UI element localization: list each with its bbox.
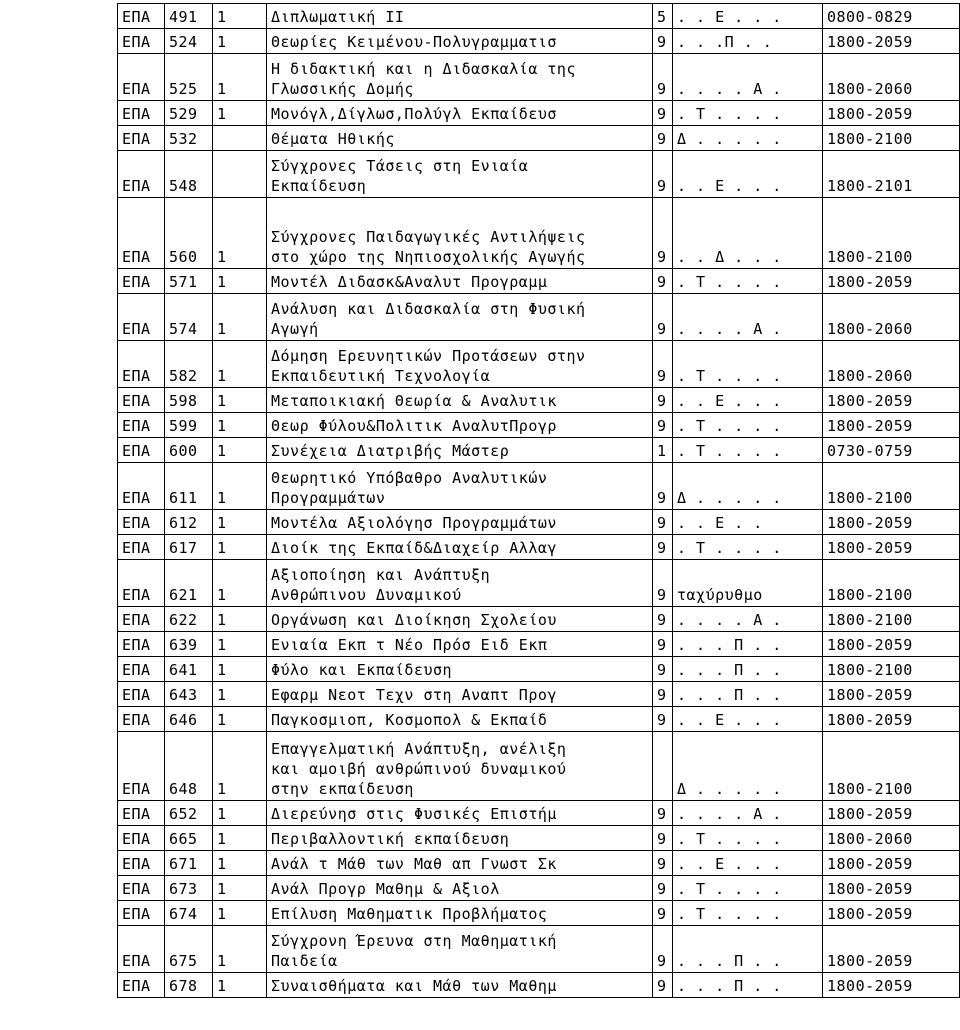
- department-cell: ΕΠΑ: [118, 657, 165, 682]
- course-title-cell: Μεταποικιακή Θεωρία & Αναλυτικ: [267, 388, 653, 413]
- credits-cell: 9: [653, 294, 673, 341]
- time-cell: 1800-2059: [823, 901, 960, 926]
- credits-cell: 9: [653, 535, 673, 560]
- days-cell: Δ . . . . .: [673, 732, 823, 801]
- department-cell: ΕΠΑ: [118, 269, 165, 294]
- days-cell: Δ . . . . .: [673, 126, 823, 151]
- credits-cell: 1: [653, 438, 673, 463]
- credits-cell: 9: [653, 151, 673, 198]
- credits-cell: 9: [653, 54, 673, 101]
- credits-cell: 9: [653, 413, 673, 438]
- days-cell: . Τ . . . .: [673, 269, 823, 294]
- days-cell: . . . . Α .: [673, 54, 823, 101]
- days-cell: Δ . . . . .: [673, 463, 823, 510]
- credits-cell: 9: [653, 560, 673, 607]
- credits-cell: 9: [653, 269, 673, 294]
- department-cell: ΕΠΑ: [118, 198, 165, 269]
- course-title-cell: Δόμηση Ερευνητικών Προτάσεων στην Εκπαιδευτική Τεχνολογία: [267, 341, 653, 388]
- course-title-cell: Θέματα Ηθικής: [267, 126, 653, 151]
- table-row: [118, 388, 960, 413]
- table-row: [118, 198, 960, 269]
- section-cell: 1: [213, 682, 267, 707]
- department-cell: ΕΠΑ: [118, 341, 165, 388]
- time-cell: 1800-2059: [823, 876, 960, 901]
- course-title-cell: Φύλο και Εκπαίδευση: [267, 657, 653, 682]
- table-row: [118, 463, 960, 510]
- time-cell: 1800-2060: [823, 341, 960, 388]
- days-cell: . . . Π . .: [673, 657, 823, 682]
- course-title-cell: Συναισθήματα και Μάθ των Μαθημ: [267, 973, 653, 998]
- days-cell: . . Δ . . .: [673, 198, 823, 269]
- course-title-cell: Μονόγλ,Δίγλωσ,Πολύγλ Εκπαίδευσ: [267, 101, 653, 126]
- course-number-cell: 532: [165, 126, 213, 151]
- course-title-cell: Οργάνωση και Διοίκηση Σχολείου: [267, 607, 653, 632]
- days-cell: . Τ . . . .: [673, 101, 823, 126]
- time-cell: 1800-2059: [823, 926, 960, 973]
- time-cell: 1800-2100: [823, 126, 960, 151]
- department-cell: ΕΠΑ: [118, 413, 165, 438]
- department-cell: ΕΠΑ: [118, 438, 165, 463]
- course-title-cell: Θεωρητικό Υπόβαθρο Αναλυτικών Προγραμμάτων: [267, 463, 653, 510]
- time-cell: 1800-2059: [823, 973, 960, 998]
- section-cell: 1: [213, 54, 267, 101]
- section-cell: 1: [213, 413, 267, 438]
- section-cell: 1: [213, 607, 267, 632]
- section-cell: 1: [213, 657, 267, 682]
- course-title-cell: Διοίκ της Εκπαίδ&Διαχείρ Αλλαγ: [267, 535, 653, 560]
- section-cell: 1: [213, 876, 267, 901]
- section-cell: 1: [213, 632, 267, 657]
- course-title-cell: Ανάλ Προγρ Μαθημ & Αξιολ: [267, 876, 653, 901]
- days-cell: . . .Π . .: [673, 29, 823, 54]
- course-number-cell: 621: [165, 560, 213, 607]
- table-row: [118, 29, 960, 54]
- days-cell: . . . Π . .: [673, 973, 823, 998]
- days-cell: . . . . Α .: [673, 607, 823, 632]
- course-title-cell: Συνέχεια Διατριβής Μάστερ: [267, 438, 653, 463]
- course-number-cell: 611: [165, 463, 213, 510]
- course-title-cell: Επαγγελματική Ανάπτυξη, ανέλιξη και αμοιβή ανθρώπινού δυναμικού στην εκπαίδευση: [267, 732, 653, 801]
- table-row: [118, 54, 960, 101]
- section-cell: 1: [213, 535, 267, 560]
- days-cell: . Τ . . . .: [673, 901, 823, 926]
- time-cell: 0730-0759: [823, 438, 960, 463]
- table-row: [118, 707, 960, 732]
- table-row: [118, 732, 960, 801]
- course-title-cell: Σύγχρονες Παιδαγωγικές Αντιλήψεις στο χώρο της Νηπιοσχολικής Αγωγής: [267, 198, 653, 269]
- days-cell: . . . . Α .: [673, 294, 823, 341]
- section-cell: 1: [213, 707, 267, 732]
- days-cell: . . Ε . . .: [673, 4, 823, 29]
- course-number-cell: 524: [165, 29, 213, 54]
- credits-cell: 9: [653, 198, 673, 269]
- table-row: [118, 269, 960, 294]
- department-cell: ΕΠΑ: [118, 101, 165, 126]
- credits-cell: 9: [653, 29, 673, 54]
- days-cell: . . . Π . .: [673, 632, 823, 657]
- days-cell: . . Ε . . .: [673, 707, 823, 732]
- time-cell: 1800-2059: [823, 29, 960, 54]
- section-cell: 1: [213, 901, 267, 926]
- department-cell: ΕΠΑ: [118, 851, 165, 876]
- department-cell: ΕΠΑ: [118, 607, 165, 632]
- credits-cell: [653, 732, 673, 801]
- table-row: [118, 801, 960, 826]
- table-row: [118, 632, 960, 657]
- course-title-cell: Μοντέλ Διδασκ&Αναλυτ Προγραμμ: [267, 269, 653, 294]
- course-number-cell: 574: [165, 294, 213, 341]
- time-cell: 0800-0829: [823, 4, 960, 29]
- credits-cell: 9: [653, 973, 673, 998]
- days-cell: . . . . Α .: [673, 801, 823, 826]
- course-number-cell: 529: [165, 101, 213, 126]
- credits-cell: 9: [653, 657, 673, 682]
- course-number-cell: 560: [165, 198, 213, 269]
- table-row: [118, 901, 960, 926]
- department-cell: ΕΠΑ: [118, 973, 165, 998]
- department-cell: ΕΠΑ: [118, 801, 165, 826]
- course-number-cell: 622: [165, 607, 213, 632]
- days-cell: . Τ . . . .: [673, 535, 823, 560]
- days-cell: . . Ε . . .: [673, 851, 823, 876]
- course-number-cell: 600: [165, 438, 213, 463]
- credits-cell: 9: [653, 126, 673, 151]
- department-cell: ΕΠΑ: [118, 535, 165, 560]
- credits-cell: 9: [653, 826, 673, 851]
- table-row: [118, 560, 960, 607]
- section-cell: 1: [213, 510, 267, 535]
- course-title-cell: Περιβαλλοντική εκπαίδευση: [267, 826, 653, 851]
- section-cell: 1: [213, 732, 267, 801]
- table-row: [118, 510, 960, 535]
- course-number-cell: 525: [165, 54, 213, 101]
- days-cell: . . Ε . .: [673, 510, 823, 535]
- course-number-cell: 646: [165, 707, 213, 732]
- course-number-cell: 674: [165, 901, 213, 926]
- department-cell: ΕΠΑ: [118, 126, 165, 151]
- time-cell: 1800-2059: [823, 269, 960, 294]
- credits-cell: 9: [653, 607, 673, 632]
- department-cell: ΕΠΑ: [118, 54, 165, 101]
- time-cell: 1800-2100: [823, 607, 960, 632]
- section-cell: 1: [213, 198, 267, 269]
- course-schedule-table: [117, 3, 960, 998]
- course-number-cell: 652: [165, 801, 213, 826]
- time-cell: 1800-2059: [823, 707, 960, 732]
- time-cell: 1800-2059: [823, 535, 960, 560]
- course-number-cell: 582: [165, 341, 213, 388]
- table-row: [118, 4, 960, 29]
- credits-cell: 9: [653, 463, 673, 510]
- time-cell: 1800-2059: [823, 101, 960, 126]
- days-cell: . Τ . . . .: [673, 876, 823, 901]
- department-cell: ΕΠΑ: [118, 294, 165, 341]
- course-number-cell: 598: [165, 388, 213, 413]
- course-title-cell: Σύγχρονη Έρευνα στη Μαθηματική Παιδεία: [267, 926, 653, 973]
- time-cell: 1800-2059: [823, 510, 960, 535]
- department-cell: ΕΠΑ: [118, 29, 165, 54]
- course-number-cell: 643: [165, 682, 213, 707]
- days-cell: . Τ . . . .: [673, 413, 823, 438]
- course-title-cell: Διερεύνησ στις Φυσικές Επιστήμ: [267, 801, 653, 826]
- credits-cell: 9: [653, 876, 673, 901]
- section-cell: 1: [213, 4, 267, 29]
- table-body: [118, 4, 960, 998]
- table-row: [118, 876, 960, 901]
- table-row: [118, 851, 960, 876]
- section-cell: 1: [213, 851, 267, 876]
- course-number-cell: 665: [165, 826, 213, 851]
- department-cell: ΕΠΑ: [118, 632, 165, 657]
- section-cell: 1: [213, 341, 267, 388]
- time-cell: 1800-2059: [823, 632, 960, 657]
- course-title-cell: Ανάλ τ Μάθ των Μαθ απ Γνωστ Σκ: [267, 851, 653, 876]
- credits-cell: 9: [653, 632, 673, 657]
- section-cell: 1: [213, 560, 267, 607]
- time-cell: 1800-2060: [823, 826, 960, 851]
- section-cell: 1: [213, 438, 267, 463]
- table-row: [118, 926, 960, 973]
- credits-cell: 9: [653, 101, 673, 126]
- table-row: [118, 126, 960, 151]
- department-cell: ΕΠΑ: [118, 876, 165, 901]
- credits-cell: 9: [653, 851, 673, 876]
- table-row: [118, 657, 960, 682]
- department-cell: ΕΠΑ: [118, 732, 165, 801]
- table-row: [118, 294, 960, 341]
- days-cell: . Τ . . . .: [673, 438, 823, 463]
- days-cell: . . . Π . .: [673, 682, 823, 707]
- department-cell: ΕΠΑ: [118, 4, 165, 29]
- course-title-cell: Εφαρμ Νεοτ Τεχν στη Αναπτ Προγ: [267, 682, 653, 707]
- days-cell: . Τ . . . .: [673, 826, 823, 851]
- time-cell: 1800-2059: [823, 801, 960, 826]
- course-title-cell: Σύγχρονες Τάσεις στη Ενιαία Εκπαίδευση: [267, 151, 653, 198]
- course-title-cell: Επίλυση Μαθηματικ Προβλήματος: [267, 901, 653, 926]
- section-cell: 1: [213, 463, 267, 510]
- time-cell: 1800-2100: [823, 560, 960, 607]
- credits-cell: 9: [653, 510, 673, 535]
- course-title-cell: Θεωρ Φύλου&Πολιτικ ΑναλυτΠρογρ: [267, 413, 653, 438]
- credits-cell: 9: [653, 682, 673, 707]
- section-cell: 1: [213, 101, 267, 126]
- section-cell: 1: [213, 294, 267, 341]
- credits-cell: 9: [653, 707, 673, 732]
- department-cell: ΕΠΑ: [118, 682, 165, 707]
- time-cell: 1800-2060: [823, 294, 960, 341]
- credits-cell: 9: [653, 388, 673, 413]
- department-cell: ΕΠΑ: [118, 388, 165, 413]
- course-title-cell: Η διδακτική και η Διδασκαλία της Γλωσσικής Δομής: [267, 54, 653, 101]
- time-cell: 1800-2059: [823, 413, 960, 438]
- time-cell: 1800-2100: [823, 198, 960, 269]
- course-title-cell: Παγκοσμιοπ, Κοσμοπολ & Εκπαίδ: [267, 707, 653, 732]
- table-row: [118, 341, 960, 388]
- time-cell: 1800-2100: [823, 732, 960, 801]
- credits-cell: 9: [653, 926, 673, 973]
- course-number-cell: 678: [165, 973, 213, 998]
- department-cell: ΕΠΑ: [118, 901, 165, 926]
- course-title-cell: Διπλωματική ΙΙ: [267, 4, 653, 29]
- section-cell: 1: [213, 388, 267, 413]
- section-cell: 1: [213, 826, 267, 851]
- credits-cell: 9: [653, 901, 673, 926]
- section-cell: 1: [213, 801, 267, 826]
- time-cell: 1800-2060: [823, 54, 960, 101]
- time-cell: 1800-2100: [823, 657, 960, 682]
- course-number-cell: 673: [165, 876, 213, 901]
- days-cell: . . Ε . . .: [673, 388, 823, 413]
- section-cell: 1: [213, 926, 267, 973]
- time-cell: 1800-2059: [823, 682, 960, 707]
- section-cell: 1: [213, 29, 267, 54]
- course-title-cell: Ενιαία Εκπ τ Νέο Πρόσ Ειδ Εκπ: [267, 632, 653, 657]
- course-number-cell: 671: [165, 851, 213, 876]
- time-cell: 1800-2059: [823, 851, 960, 876]
- course-number-cell: 639: [165, 632, 213, 657]
- department-cell: ΕΠΑ: [118, 926, 165, 973]
- table-row: [118, 607, 960, 632]
- table-row: [118, 973, 960, 998]
- course-title-cell: Ανάλυση και Διδασκαλία στη Φυσική Αγωγή: [267, 294, 653, 341]
- section-cell: [213, 151, 267, 198]
- course-title-cell: Μοντέλα Αξιολόγησ Προγραμμάτων: [267, 510, 653, 535]
- time-cell: 1800-2101: [823, 151, 960, 198]
- course-number-cell: 548: [165, 151, 213, 198]
- department-cell: ΕΠΑ: [118, 707, 165, 732]
- credits-cell: 9: [653, 341, 673, 388]
- course-number-cell: 599: [165, 413, 213, 438]
- department-cell: ΕΠΑ: [118, 151, 165, 198]
- course-number-cell: 571: [165, 269, 213, 294]
- course-number-cell: 675: [165, 926, 213, 973]
- table-row: [118, 682, 960, 707]
- time-cell: 1800-2059: [823, 388, 960, 413]
- course-title-cell: Αξιοποίηση και Ανάπτυξη Ανθρώπινου Δυναμικού: [267, 560, 653, 607]
- days-cell: . . Ε . . .: [673, 151, 823, 198]
- schedule-table-wrapper: [117, 3, 960, 998]
- course-title-cell: Θεωρίες Κειμένου-Πολυγραμματισ: [267, 29, 653, 54]
- days-cell: . Τ . . . .: [673, 341, 823, 388]
- course-number-cell: 612: [165, 510, 213, 535]
- department-cell: ΕΠΑ: [118, 510, 165, 535]
- table-row: [118, 826, 960, 851]
- department-cell: ΕΠΑ: [118, 560, 165, 607]
- course-number-cell: 641: [165, 657, 213, 682]
- table-row: [118, 438, 960, 463]
- section-cell: [213, 126, 267, 151]
- table-row: [118, 151, 960, 198]
- section-cell: 1: [213, 269, 267, 294]
- department-cell: ΕΠΑ: [118, 463, 165, 510]
- table-row: [118, 413, 960, 438]
- days-cell: . . . Π . .: [673, 926, 823, 973]
- course-number-cell: 648: [165, 732, 213, 801]
- course-number-cell: 617: [165, 535, 213, 560]
- course-number-cell: 491: [165, 4, 213, 29]
- table-row: [118, 535, 960, 560]
- table-row: [118, 101, 960, 126]
- credits-cell: 5: [653, 4, 673, 29]
- time-cell: 1800-2100: [823, 463, 960, 510]
- section-cell: 1: [213, 973, 267, 998]
- department-cell: ΕΠΑ: [118, 826, 165, 851]
- credits-cell: 9: [653, 801, 673, 826]
- days-cell: ταχύρυθμο: [673, 560, 823, 607]
